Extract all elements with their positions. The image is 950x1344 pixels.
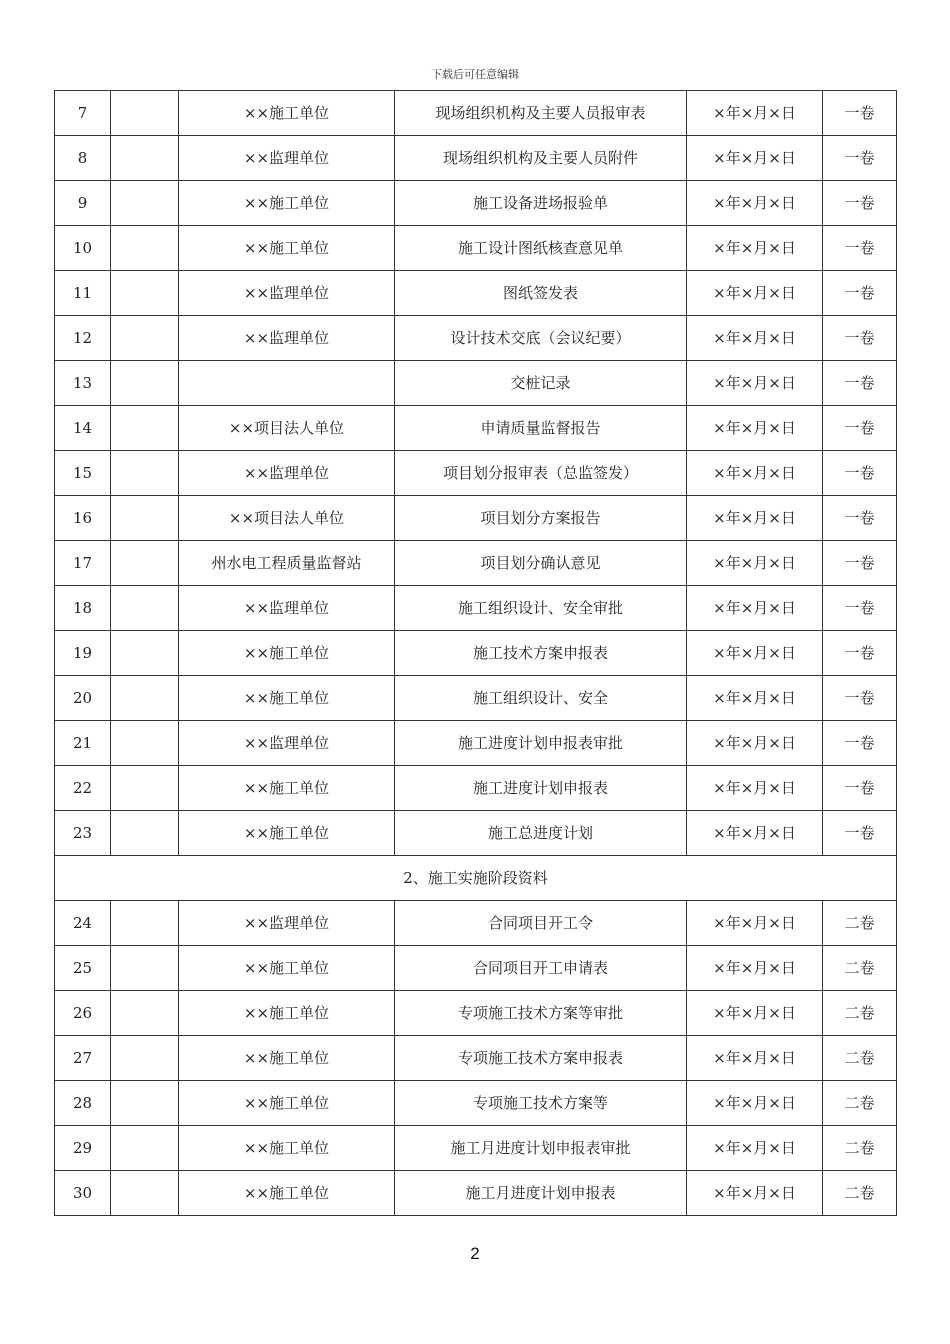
archive-table [54, 90, 897, 1216]
table-row [55, 1171, 897, 1216]
unit-cell: ××监理单位 [179, 136, 395, 181]
date-cell: ×年×月×日 [687, 811, 823, 856]
table-row [55, 766, 897, 811]
row-number-cell: 7 [55, 91, 111, 136]
document-name-cell: 合同项目开工令 [395, 901, 687, 946]
blank-cell [111, 721, 179, 766]
unit-cell: ××施工单位 [179, 91, 395, 136]
blank-cell [111, 1081, 179, 1126]
blank-cell [111, 361, 179, 406]
table-row [55, 721, 897, 766]
table-row [55, 496, 897, 541]
unit-cell: ××施工单位 [179, 1036, 395, 1081]
row-number-cell: 25 [55, 946, 111, 991]
document-name-cell: 专项施工技术方案等 [395, 1081, 687, 1126]
date-cell: ×年×月×日 [687, 586, 823, 631]
volume-cell: 一卷 [823, 811, 897, 856]
volume-cell: 一卷 [823, 631, 897, 676]
blank-cell [111, 991, 179, 1036]
volume-cell: 一卷 [823, 766, 897, 811]
volume-cell: 一卷 [823, 451, 897, 496]
date-cell: ×年×月×日 [687, 1171, 823, 1216]
document-name-cell: 项目划分方案报告 [395, 496, 687, 541]
row-number-cell: 26 [55, 991, 111, 1036]
section-row [55, 856, 897, 901]
volume-cell: 一卷 [823, 586, 897, 631]
document-name-cell: 项目划分确认意见 [395, 541, 687, 586]
document-name-cell: 设计技术交底（会议纪要） [395, 316, 687, 361]
unit-cell: ××监理单位 [179, 316, 395, 361]
unit-cell: ××监理单位 [179, 901, 395, 946]
unit-cell: ××项目法人单位 [179, 496, 395, 541]
date-cell: ×年×月×日 [687, 901, 823, 946]
unit-cell [179, 361, 395, 406]
volume-cell: 一卷 [823, 316, 897, 361]
document-name-cell: 现场组织机构及主要人员附件 [395, 136, 687, 181]
volume-cell: 一卷 [823, 721, 897, 766]
row-number-cell: 9 [55, 181, 111, 226]
row-number-cell: 24 [55, 901, 111, 946]
row-number-cell: 23 [55, 811, 111, 856]
document-name-cell: 专项施工技术方案申报表 [395, 1036, 687, 1081]
row-number-cell: 10 [55, 226, 111, 271]
unit-cell: ××施工单位 [179, 676, 395, 721]
volume-cell: 一卷 [823, 541, 897, 586]
document-name-cell: 施工进度计划申报表审批 [395, 721, 687, 766]
blank-cell [111, 406, 179, 451]
unit-cell: ××监理单位 [179, 451, 395, 496]
document-name-cell: 施工进度计划申报表 [395, 766, 687, 811]
document-name-cell: 施工组织设计、安全 [395, 676, 687, 721]
document-name-cell: 交桩记录 [395, 361, 687, 406]
table-row [55, 226, 897, 271]
unit-cell: ××施工单位 [179, 1081, 395, 1126]
unit-cell: ××施工单位 [179, 946, 395, 991]
blank-cell [111, 451, 179, 496]
date-cell: ×年×月×日 [687, 766, 823, 811]
date-cell: ×年×月×日 [687, 496, 823, 541]
table-row [55, 136, 897, 181]
date-cell: ×年×月×日 [687, 721, 823, 766]
section-title: 2、施工实施阶段资料 [55, 856, 897, 901]
document-name-cell: 专项施工技术方案等审批 [395, 991, 687, 1036]
row-number-cell: 8 [55, 136, 111, 181]
document-name-cell: 施工技术方案申报表 [395, 631, 687, 676]
row-number-cell: 11 [55, 271, 111, 316]
volume-cell: 一卷 [823, 676, 897, 721]
blank-cell [111, 1126, 179, 1171]
document-name-cell: 合同项目开工申请表 [395, 946, 687, 991]
unit-cell: ××监理单位 [179, 271, 395, 316]
date-cell: ×年×月×日 [687, 451, 823, 496]
archive-table-body [55, 91, 897, 1216]
blank-cell [111, 91, 179, 136]
volume-cell: 二卷 [823, 901, 897, 946]
table-row [55, 1036, 897, 1081]
row-number-cell: 14 [55, 406, 111, 451]
blank-cell [111, 811, 179, 856]
row-number-cell: 28 [55, 1081, 111, 1126]
row-number-cell: 12 [55, 316, 111, 361]
date-cell: ×年×月×日 [687, 406, 823, 451]
date-cell: ×年×月×日 [687, 316, 823, 361]
date-cell: ×年×月×日 [687, 676, 823, 721]
unit-cell: ××施工单位 [179, 1171, 395, 1216]
document-name-cell: 施工总进度计划 [395, 811, 687, 856]
document-name-cell: 图纸签发表 [395, 271, 687, 316]
document-name-cell: 施工月进度计划申报表 [395, 1171, 687, 1216]
row-number-cell: 13 [55, 361, 111, 406]
row-number-cell: 16 [55, 496, 111, 541]
unit-cell: ××施工单位 [179, 1126, 395, 1171]
page-header-note: 下载后可任意编辑 [431, 68, 519, 81]
date-cell: ×年×月×日 [687, 991, 823, 1036]
blank-cell [111, 631, 179, 676]
volume-cell: 二卷 [823, 1081, 897, 1126]
unit-cell: ××施工单位 [179, 766, 395, 811]
volume-cell: 一卷 [823, 226, 897, 271]
row-number-cell: 17 [55, 541, 111, 586]
blank-cell [111, 946, 179, 991]
unit-cell: ××监理单位 [179, 586, 395, 631]
date-cell: ×年×月×日 [687, 136, 823, 181]
unit-cell: ××施工单位 [179, 226, 395, 271]
document-name-cell: 申请质量监督报告 [395, 406, 687, 451]
unit-cell: ××项目法人单位 [179, 406, 395, 451]
blank-cell [111, 271, 179, 316]
table-row [55, 946, 897, 991]
table-row [55, 451, 897, 496]
row-number-cell: 18 [55, 586, 111, 631]
date-cell: ×年×月×日 [687, 541, 823, 586]
unit-cell: ××施工单位 [179, 991, 395, 1036]
unit-cell: 州水电工程质量监督站 [179, 541, 395, 586]
table-row [55, 1081, 897, 1126]
date-cell: ×年×月×日 [687, 271, 823, 316]
row-number-cell: 21 [55, 721, 111, 766]
blank-cell [111, 901, 179, 946]
blank-cell [111, 226, 179, 271]
unit-cell: ××监理单位 [179, 721, 395, 766]
date-cell: ×年×月×日 [687, 946, 823, 991]
volume-cell: 一卷 [823, 361, 897, 406]
volume-cell: 一卷 [823, 91, 897, 136]
date-cell: ×年×月×日 [687, 1126, 823, 1171]
volume-cell: 一卷 [823, 496, 897, 541]
page-number: 2 [470, 1244, 480, 1263]
blank-cell [111, 496, 179, 541]
row-number-cell: 20 [55, 676, 111, 721]
table-row [55, 406, 897, 451]
unit-cell: ××施工单位 [179, 811, 395, 856]
table-row [55, 811, 897, 856]
volume-cell: 一卷 [823, 181, 897, 226]
volume-cell: 二卷 [823, 1036, 897, 1081]
date-cell: ×年×月×日 [687, 361, 823, 406]
date-cell: ×年×月×日 [687, 181, 823, 226]
table-row [55, 586, 897, 631]
blank-cell [111, 181, 179, 226]
volume-cell: 二卷 [823, 1126, 897, 1171]
date-cell: ×年×月×日 [687, 1036, 823, 1081]
date-cell: ×年×月×日 [687, 631, 823, 676]
unit-cell: ××施工单位 [179, 631, 395, 676]
volume-cell: 一卷 [823, 406, 897, 451]
table-row [55, 991, 897, 1036]
row-number-cell: 29 [55, 1126, 111, 1171]
document-name-cell: 施工组织设计、安全审批 [395, 586, 687, 631]
document-name-cell: 项目划分报审表（总监签发） [395, 451, 687, 496]
volume-cell: 二卷 [823, 946, 897, 991]
blank-cell [111, 586, 179, 631]
table-row [55, 361, 897, 406]
document-name-cell: 施工设备进场报验单 [395, 181, 687, 226]
table-row [55, 901, 897, 946]
document-name-cell: 施工设计图纸核查意见单 [395, 226, 687, 271]
date-cell: ×年×月×日 [687, 1081, 823, 1126]
row-number-cell: 30 [55, 1171, 111, 1216]
date-cell: ×年×月×日 [687, 226, 823, 271]
volume-cell: 一卷 [823, 136, 897, 181]
blank-cell [111, 1036, 179, 1081]
blank-cell [111, 676, 179, 721]
row-number-cell: 22 [55, 766, 111, 811]
document-name-cell: 施工月进度计划申报表审批 [395, 1126, 687, 1171]
blank-cell [111, 136, 179, 181]
table-row [55, 541, 897, 586]
blank-cell [111, 766, 179, 811]
blank-cell [111, 1171, 179, 1216]
date-cell: ×年×月×日 [687, 91, 823, 136]
table-row [55, 316, 897, 361]
blank-cell [111, 316, 179, 361]
row-number-cell: 19 [55, 631, 111, 676]
volume-cell: 二卷 [823, 991, 897, 1036]
table-row [55, 676, 897, 721]
blank-cell [111, 541, 179, 586]
row-number-cell: 15 [55, 451, 111, 496]
table-row [55, 271, 897, 316]
document-name-cell: 现场组织机构及主要人员报审表 [395, 91, 687, 136]
table-row [55, 91, 897, 136]
row-number-cell: 27 [55, 1036, 111, 1081]
table-row [55, 181, 897, 226]
table-row [55, 1126, 897, 1171]
table-row [55, 631, 897, 676]
unit-cell: ××施工单位 [179, 181, 395, 226]
volume-cell: 一卷 [823, 271, 897, 316]
volume-cell: 二卷 [823, 1171, 897, 1216]
